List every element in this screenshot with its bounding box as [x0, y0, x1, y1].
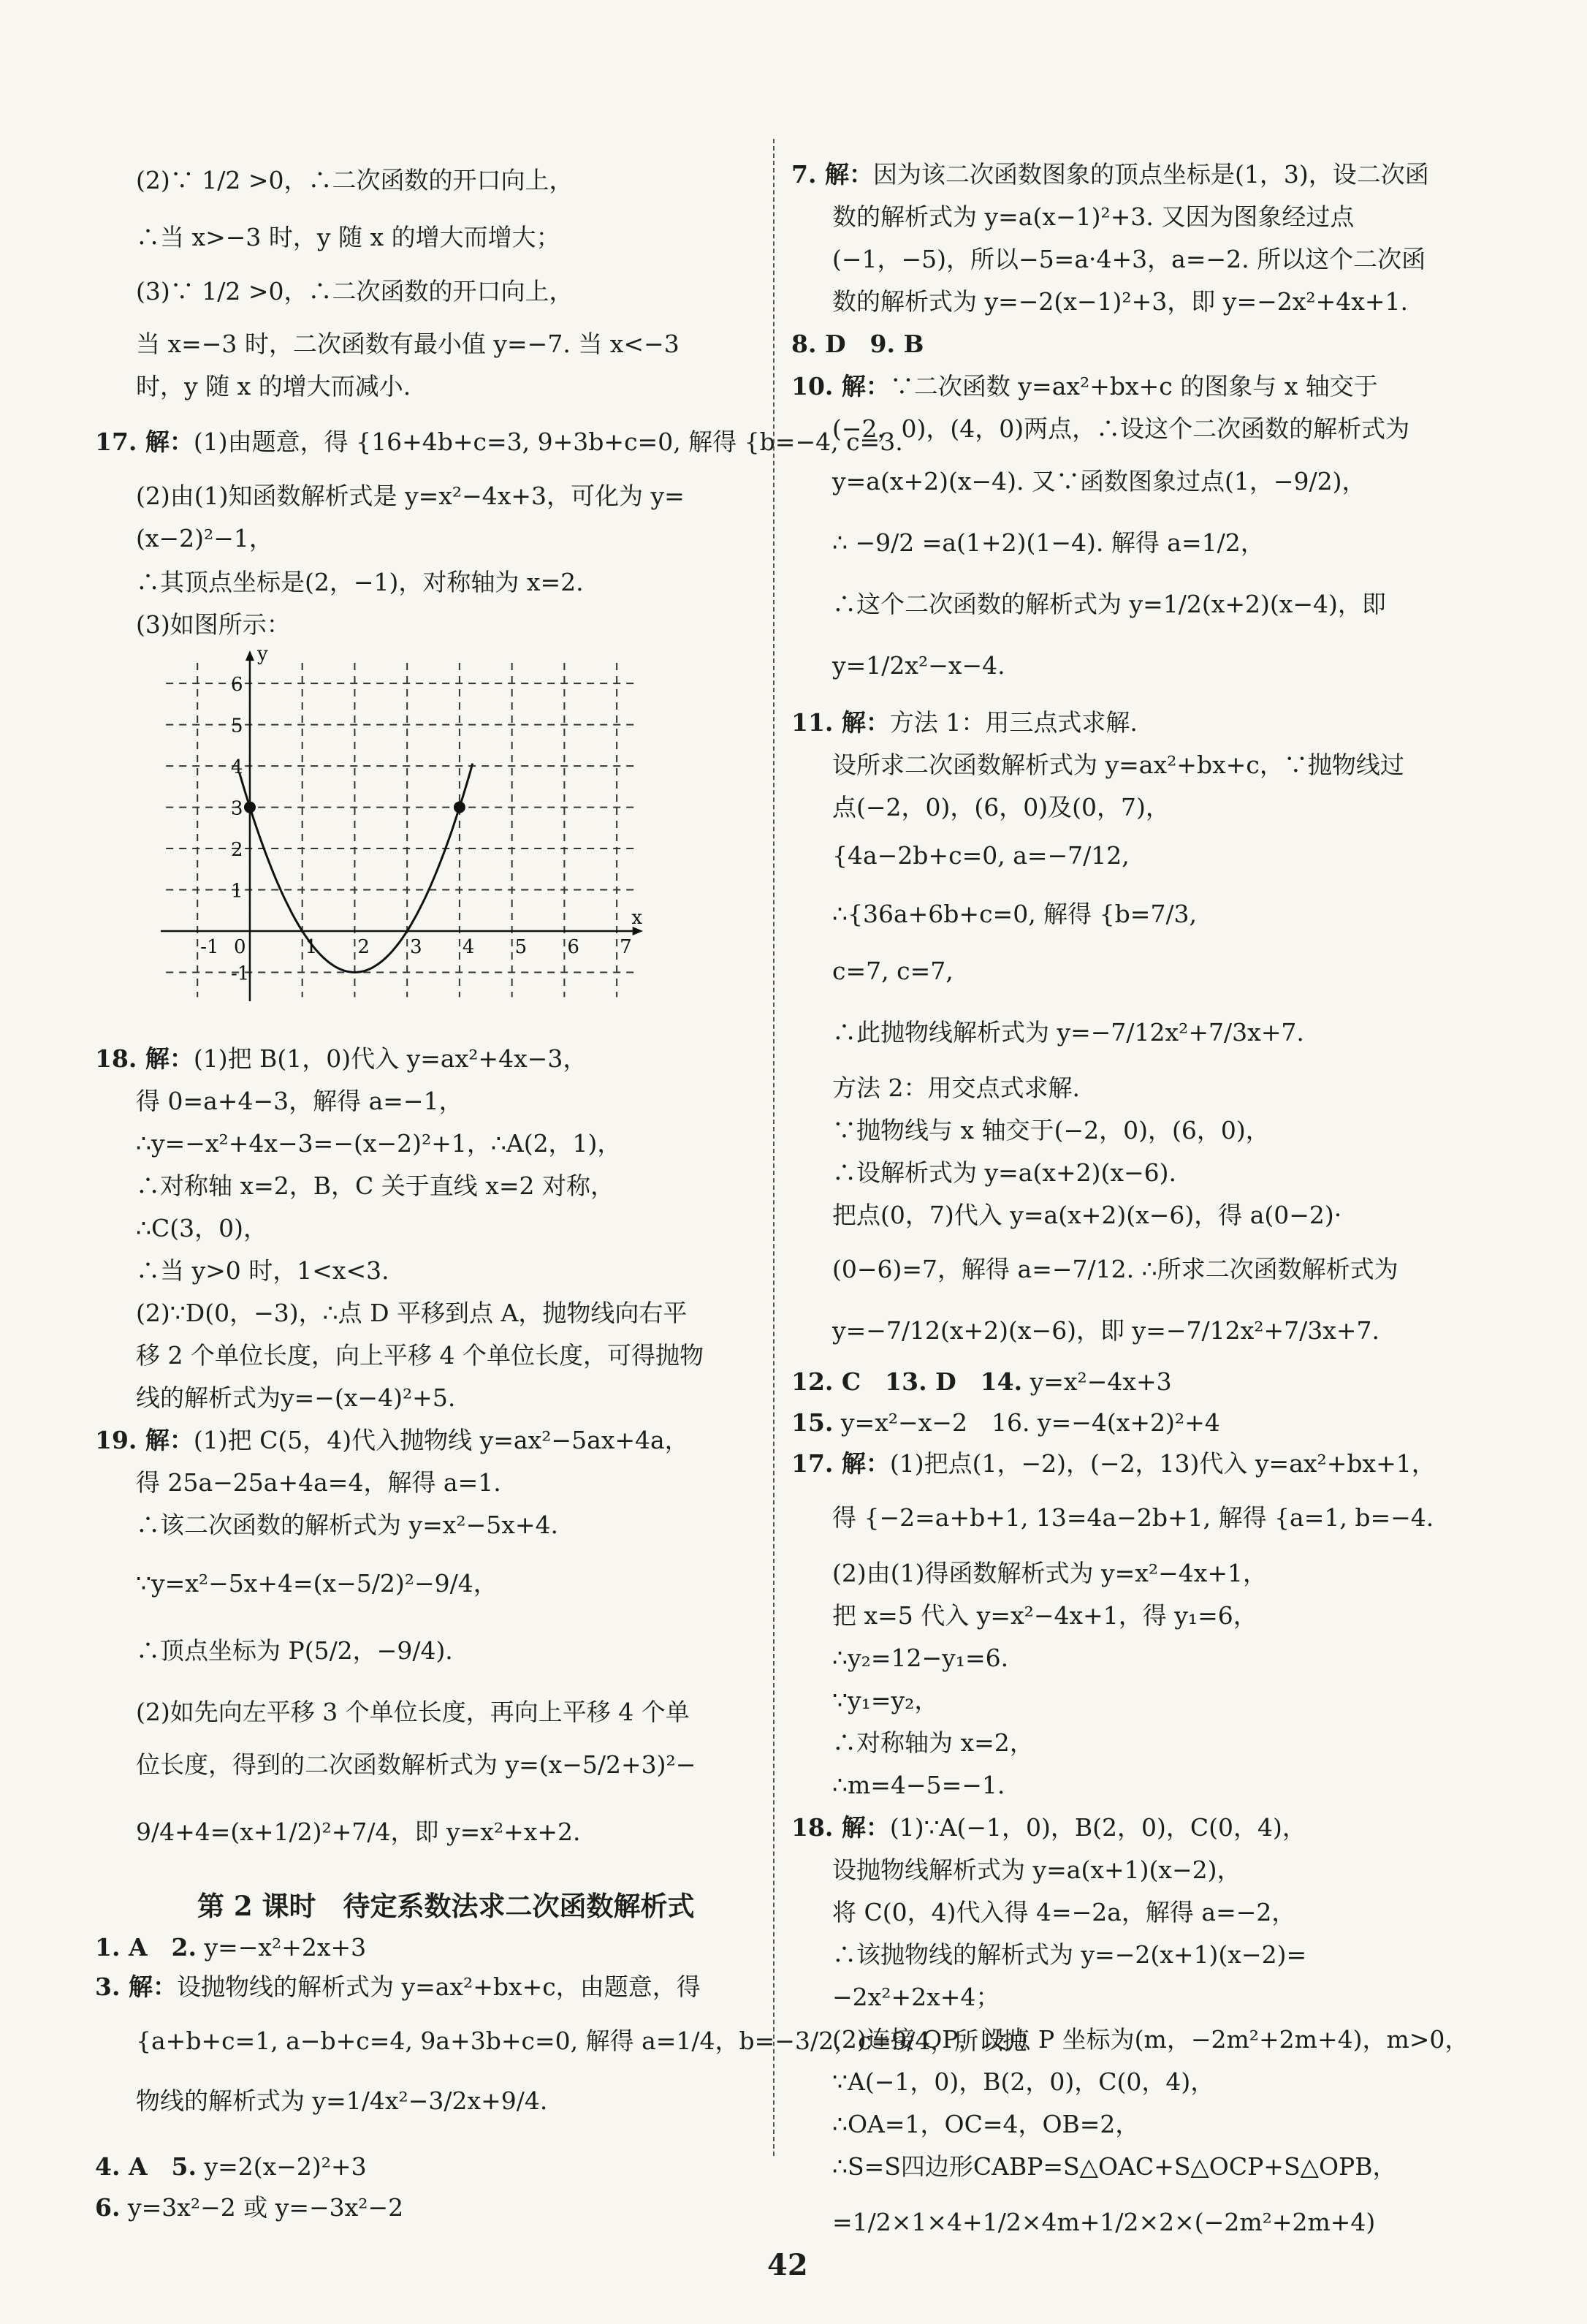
y-tick-label: 2: [230, 839, 243, 862]
x-tick-label: 4: [462, 936, 475, 958]
left-text-line: ∵y=x²−5x+4=(x−5/2)²−9/4，: [136, 1569, 498, 1598]
right-text-line: ∴该抛物线的解析式为 y=−2(x+1)(x−2)=: [832, 1940, 1307, 1969]
parabola-graph: [132, 636, 672, 1023]
parabola-curve: [240, 764, 473, 973]
right-text-line: 点(−2，0)，(6，0)及(0，7)，: [832, 793, 1170, 821]
column-divider: [773, 139, 776, 2156]
x-tick-label: 1: [305, 936, 318, 958]
right-text-line: 方法 2：用交点式求解.: [832, 1074, 1080, 1102]
x-tick-label: 5: [514, 936, 528, 958]
right-text-line: 得 {−2=a+b+1, 13=4a−2b+1, 解得 {a=1, b=−4.: [832, 1503, 1434, 1532]
right-text-line: 设所求二次函数解析式为 y=ax²+bx+c，∵抛物线过: [832, 751, 1404, 779]
y-tick-label: 1: [230, 880, 243, 903]
right-text-line: ∴设解析式为 y=a(x+2)(x−6).: [832, 1158, 1176, 1187]
right-text-line: y=−7/12(x+2)(x−6)，即 y=−7/12x²+7/3x+7.: [832, 1316, 1379, 1345]
right-text-line: ∴y₂=12−y₁=6.: [832, 1644, 1009, 1672]
right-text-line: y=a(x+2)(x−4). 又∵函数图象过点(1，−9/2)，: [832, 467, 1366, 495]
point-marker: [454, 802, 465, 813]
right-text-line: 10. 解：∵二次函数 y=ax²+bx+c 的图象与 x 轴交于: [791, 372, 1378, 400]
right-text-line: ∵A(−1，0)，B(2，0)，C(0，4)，: [832, 2067, 1215, 2096]
right-text-line: ∴对称轴为 x=2，: [832, 1728, 1034, 1757]
left-text-line: 19. 解：(1)把 C(5，4)代入抛物线 y=ax²−5ax+4a，: [95, 1426, 689, 1454]
left-text-line: 4. A 5. y=2(x−2)²+3: [95, 2152, 367, 2181]
right-text-line: (−2，0)，(4，0)两点，∴设这个二次函数的解析式为: [832, 414, 1410, 443]
x-tick-label: 6: [567, 936, 579, 958]
x-tick-label: -1: [200, 936, 219, 958]
x-tick-label: 0: [233, 936, 246, 958]
x-tick-label: 3: [410, 936, 422, 958]
y-tick-label: 4: [230, 756, 243, 779]
y-tick-label: 3: [230, 797, 243, 820]
right-text-line: −2x²+2x+4；: [832, 1983, 1000, 2011]
left-text-line: ∴对称轴 x=2，B，C 关于直线 x=2 对称，: [136, 1172, 614, 1200]
right-text-line: ∴此抛物线解析式为 y=−7/12x²+7/3x+7.: [832, 1018, 1304, 1047]
left-text-line: ∴C(3，0)，: [136, 1214, 267, 1242]
right-text-line: (−1，−5)，所以−5=a·4+3，a=−2. 所以这个二次函: [832, 245, 1426, 273]
left-text-line: (2)∵D(0，−3)，∴点 D 平移到点 A，抛物线向右平: [136, 1299, 688, 1327]
y-tick-label: 6: [230, 674, 243, 696]
x-tick-label: 2: [357, 936, 370, 958]
left-text-line: 1. A 2. y=−x²+2x+3: [95, 1933, 367, 1962]
left-text-line: 物线的解析式为 y=1/4x²−3/2x+9/4.: [136, 2086, 548, 2115]
left-text-line: 当 x=−3 时，二次函数有最小值 y=−7. 当 x<−3: [136, 330, 680, 358]
right-text-line: 7. 解：因为该二次函数图象的顶点坐标是(1，3)，设二次函: [791, 160, 1429, 189]
right-text-line: c=7, c=7,: [832, 957, 954, 985]
y-tick-label: -1: [230, 962, 250, 985]
left-text-line: 第 2 课时 待定系数法求二次函数解析式: [197, 1890, 695, 1922]
left-text-line: {a+b+c=1, a−b+c=4, 9a+3b+c=0, 解得 a=1/4，b=−3/2，c=9/4，所以抛: [136, 2027, 1027, 2055]
right-text-line: ∴OA=1，OC=4，OB=2，: [832, 2110, 1140, 2138]
right-text-line: y=1/2x²−x−4.: [832, 651, 1005, 680]
x-axis-label: x: [631, 907, 643, 929]
left-text-line: 得 25a−25a+4a=4，解得 a=1.: [136, 1468, 501, 1497]
left-text-line: 时，y 随 x 的增大而减小.: [136, 372, 411, 400]
left-text-line: (2)如先向左平移 3 个单位长度，再向上平移 4 个单: [136, 1698, 690, 1726]
right-text-line: ∴这个二次函数的解析式为 y=1/2(x+2)(x−4)，即: [832, 590, 1386, 618]
right-text-line: {4a−2b+c=0, a=−7/12,: [832, 841, 1130, 870]
left-text-line: 17. 解：(1)由题意，得 {16+4b+c=3, 9+3b+c=0, 解得 {b=−4, c=3.: [95, 428, 903, 456]
right-text-line: ∴S=S四边形CABP=S△OAC+S△OCP+S△OPB，: [832, 2152, 1397, 2181]
right-text-line: ∴m=4−5=−1.: [832, 1771, 1005, 1799]
right-text-line: 数的解析式为 y=−2(x−1)²+3，即 y=−2x²+4x+1.: [832, 287, 1408, 316]
left-text-line: 线的解析式为y=−(x−4)²+5.: [136, 1383, 456, 1412]
right-text-line: 把 x=5 代入 y=x²−4x+1，得 y₁=6，: [832, 1601, 1257, 1630]
right-text-line: 8. D 9. B: [791, 330, 924, 358]
left-text-line: (3)如图所示：: [136, 610, 291, 639]
right-text-line: =1/2×1×4+1/2×4m+1/2×2×(−2m²+2m+4): [832, 2208, 1376, 2236]
left-text-line: ∴当 x>−3 时，y 随 x 的增大而增大；: [136, 223, 560, 251]
left-text-line: 18. 解：(1)把 B(1，0)代入 y=ax²+4x−3，: [95, 1044, 587, 1073]
left-text-line: 移 2 个单位长度，向上平移 4 个单位长度，可得抛物: [136, 1341, 704, 1370]
left-text-line: ∴其顶点坐标是(2，−1)，对称轴为 x=2.: [136, 568, 584, 596]
right-text-line: 数的解析式为 y=a(x−1)²+3. 又因为图象经过点: [832, 202, 1355, 231]
point-marker: [244, 802, 256, 813]
right-text-line: (2)由(1)得函数解析式为 y=x²−4x+1，: [832, 1559, 1268, 1587]
left-text-line: (2)∵ 1/2 >0，∴二次函数的开口向上，: [136, 166, 574, 194]
page-number: 42: [767, 2248, 808, 2282]
right-text-line: ∴{36a+6b+c=0, 解得 {b=7/3,: [832, 900, 1198, 928]
right-text-line: ∴ −9/2 =a(1+2)(1−4). 解得 a=1/2，: [832, 528, 1265, 557]
left-text-line: 位长度，得到的二次函数解析式为 y=(x−5/2+3)²−: [136, 1750, 696, 1779]
left-text-line: ∴y=−x²+4x−3=−(x−2)²+1，∴A(2，1)，: [136, 1129, 622, 1158]
right-text-line: (0−6)=7，解得 a=−7/12. ∴所求二次函数解析式为: [832, 1255, 1398, 1283]
right-text-line: 将 C(0，4)代入得 4=−2a，解得 a=−2，: [832, 1898, 1296, 1926]
y-axis-arrow: [246, 650, 254, 661]
right-text-line: ∵y₁=y₂，: [832, 1686, 939, 1714]
right-text-line: ∵抛物线与 x 轴交于(−2，0)，(6，0)，: [832, 1116, 1270, 1144]
left-text-line: ∴该二次函数的解析式为 y=x²−5x+4.: [136, 1511, 559, 1539]
right-text-line: 设抛物线解析式为 y=a(x+1)(x−2)，: [832, 1856, 1241, 1884]
right-text-line: 12. C 13. D 14. y=x²−4x+3: [791, 1367, 1172, 1396]
x-tick-label: 7: [620, 936, 632, 958]
right-text-line: 15. y=x²−x−2 16. y=−4(x+2)²+4: [791, 1408, 1220, 1437]
left-text-line: (x−2)²−1，: [136, 524, 273, 552]
left-text-line: ∴当 y>0 时，1<x<3.: [136, 1256, 389, 1285]
y-tick-label: 5: [230, 715, 243, 737]
right-text-line: 17. 解：(1)把点(1，−2)，(−2，13)代入 y=ax²+bx+1，: [791, 1449, 1436, 1478]
left-text-line: 得 0=a+4−3，解得 a=−1，: [136, 1087, 463, 1115]
left-text-line: 3. 解：设抛物线的解析式为 y=ax²+bx+c，由题意，得: [95, 1972, 701, 2001]
left-text-line: 6. y=3x²−2 或 y=−3x²−2: [95, 2193, 404, 2222]
left-text-line: 9/4+4=(x+1/2)²+7/4，即 y=x²+x+2.: [136, 1818, 581, 1846]
left-text-line: (3)∵ 1/2 >0，∴二次函数的开口向上，: [136, 277, 574, 305]
left-text-line: (2)由(1)知函数解析式是 y=x²−4x+3，可化为 y=: [136, 482, 685, 510]
right-text-line: (2)连接 OP，设点 P 坐标为(m，−2m²+2m+4)，m>0，: [832, 2025, 1469, 2054]
right-text-line: 18. 解：(1)∵A(−1，0)，B(2，0)，C(0，4)，: [791, 1813, 1306, 1842]
right-text-line: 11. 解：方法 1：用三点式求解.: [791, 708, 1138, 737]
left-text-line: ∴顶点坐标为 P(5/2，−9/4).: [136, 1636, 453, 1665]
y-axis-label: y: [256, 642, 268, 665]
right-text-line: 把点(0，7)代入 y=a(x+2)(x−6)，得 a(0−2)·: [832, 1201, 1342, 1229]
